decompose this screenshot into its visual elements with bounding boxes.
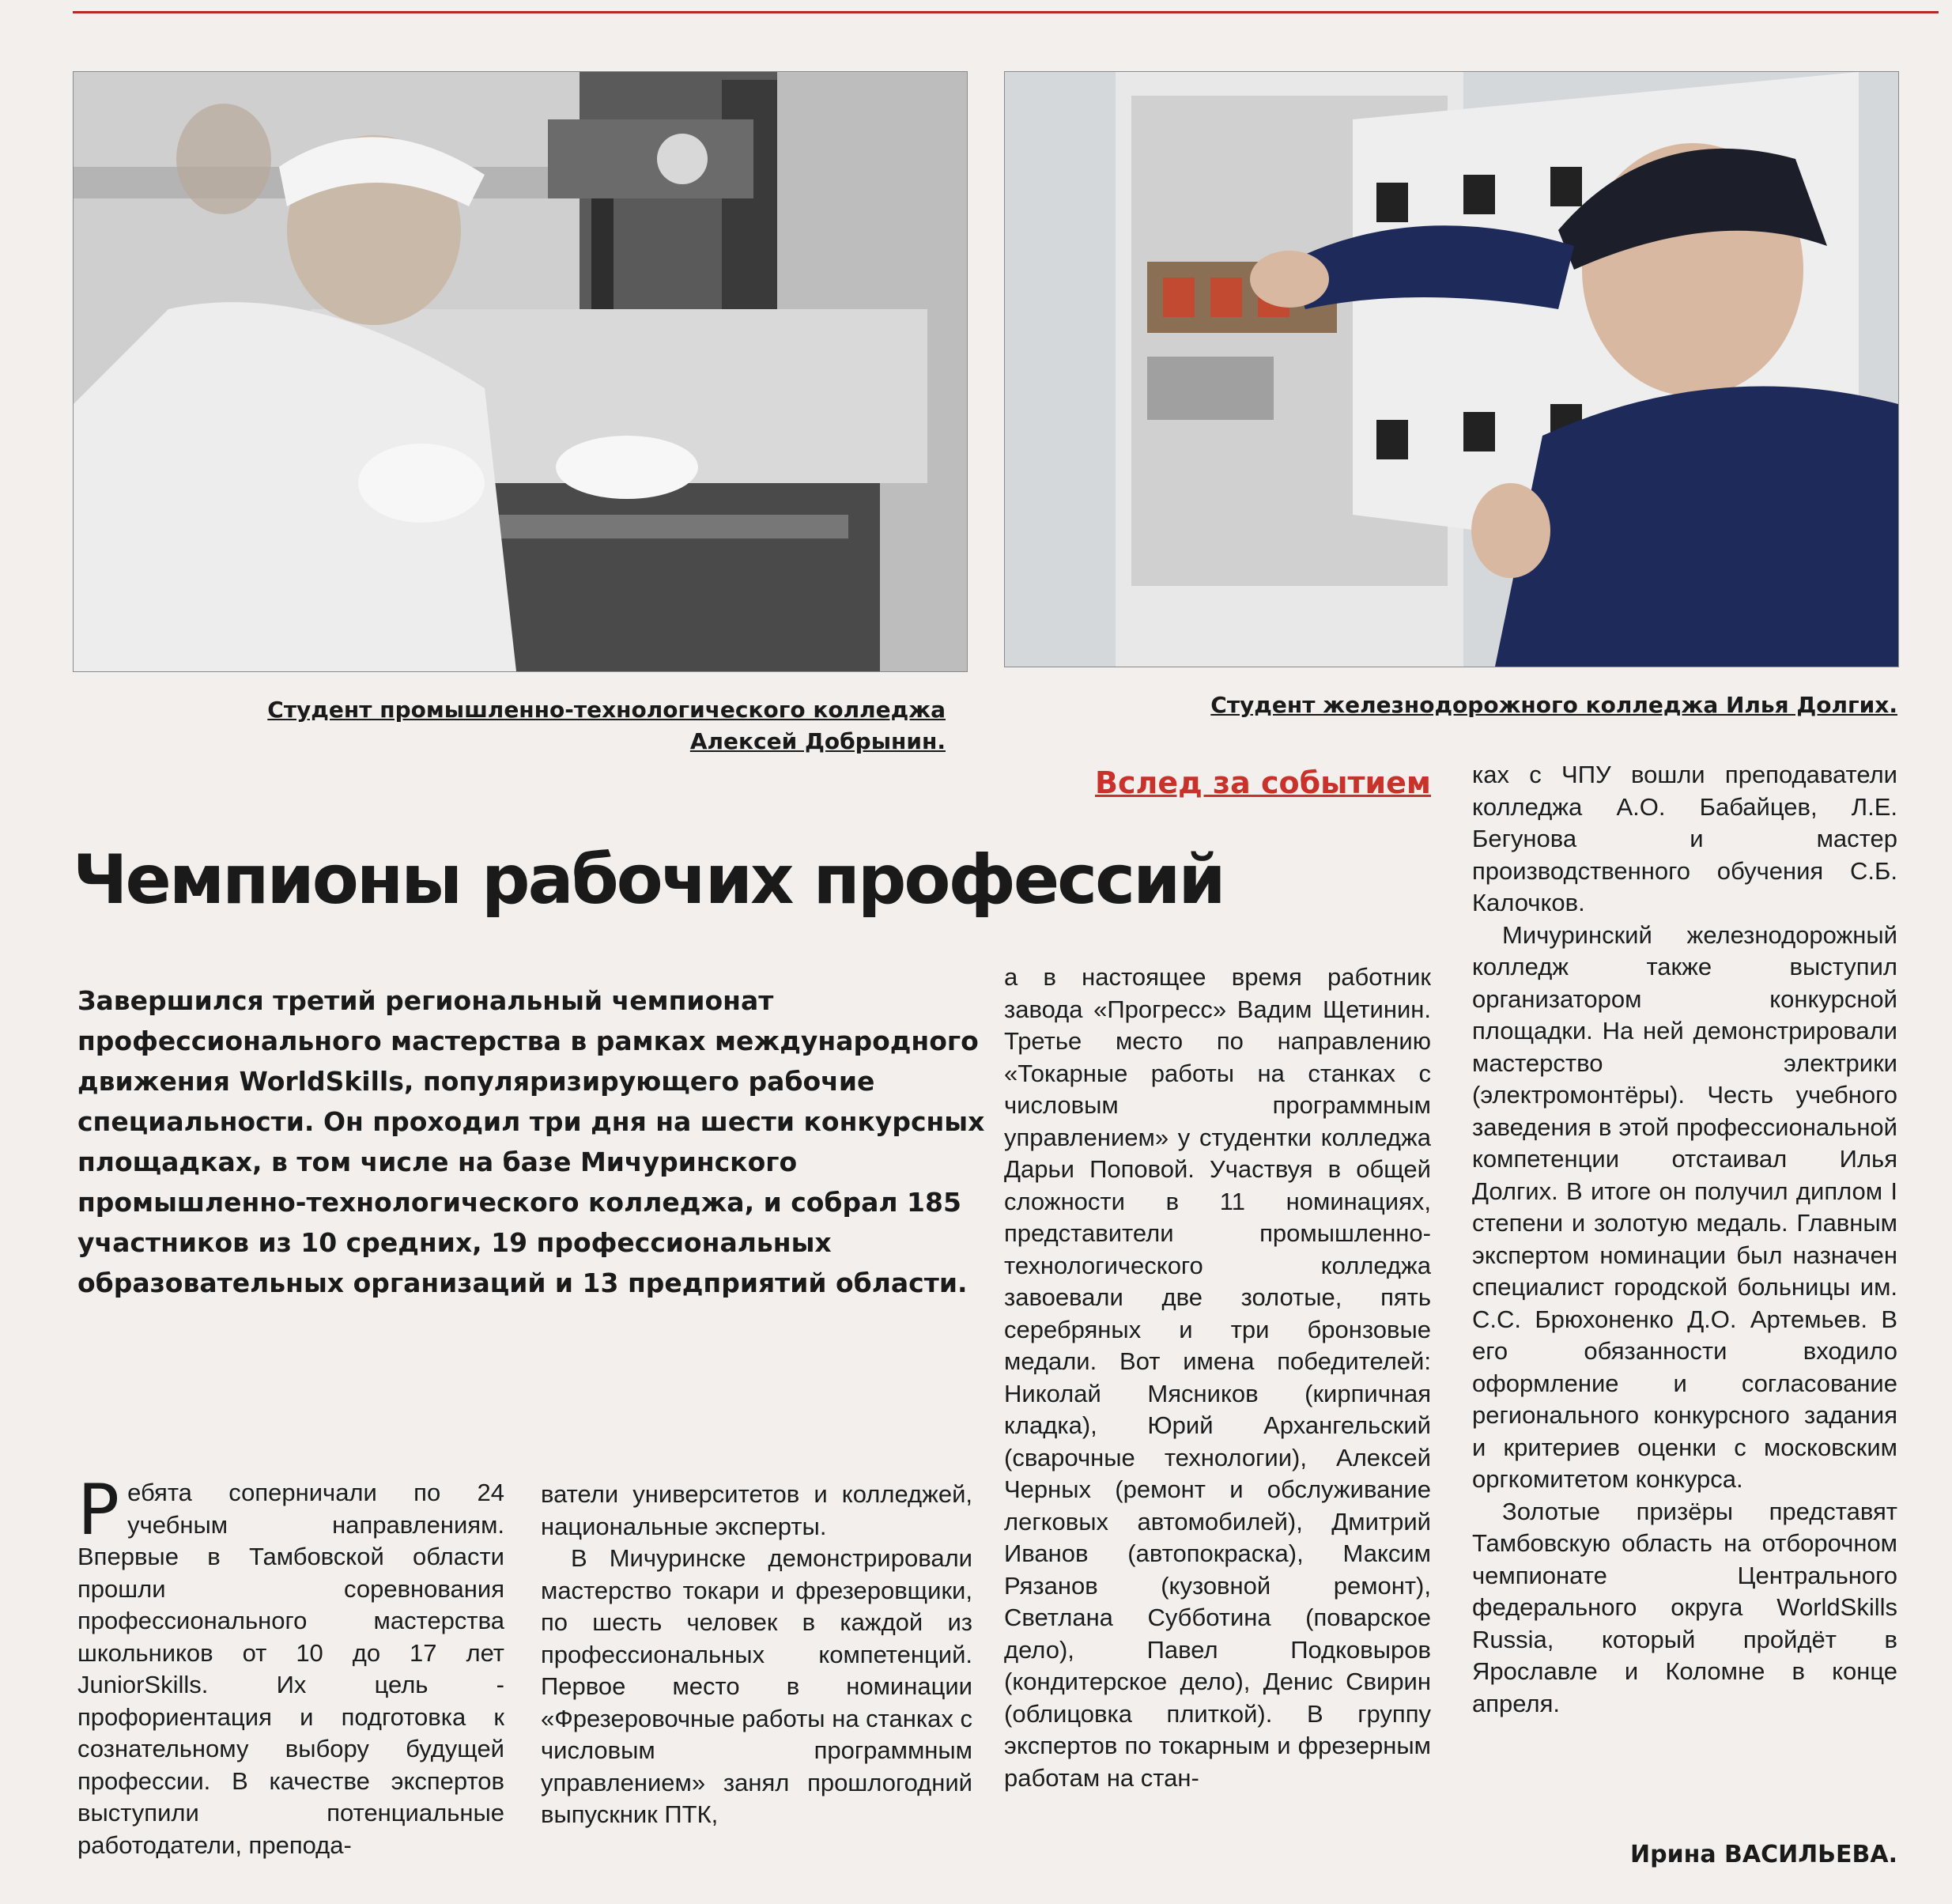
column-4-paragraph-2: Мичуринский железнодорожный колледж также выступил организатором конкурсной площадки. На ней демонстрировали мастерство электрики (электромонтёры). Честь учебного заведения в этой профессиональной компетенции отстаивал Илья Долгих. В итоге он получил диплом I степени и золотую медаль. Главным экспертом номинации был назначен специалист городской больницы им. С.С. Брюхоненко Д.О. Артемьев. В его обязанности входило оформление и согласование регионального конкурсного задания и критериев оценки с московским оргкомитетом конкурса. [1472,920,1897,1493]
column-4-paragraph-1: ках с ЧПУ вошли преподаватели колледжа А.О. Бабайцев, Л.Е. Бегунова и мастер производственного обучения С.Б. Калочков. [1472,761,1897,916]
column-1-paragraph-text: ебята соперничали по 24 учебным направлениям. Впервые в Тамбовской области прошли соревнования профессионального мастерства школьников от 10 до 17 лет JuniorSkills. Их цель - профориентация и подготовка к сознательному выбору будущей профессии. В качестве экспертов выступили потенциальные работодатели, препода- [77,1479,504,1859]
column-4-paragraph-3: Золотые призёры представят Тамбовскую область на отборочном чемпионате Центрального федерального округа WorldSkills Russia, который пройдёт в Ярославле и Коломне в конце апреля. [1472,1497,1897,1717]
column-3-paragraph-1: а в настоящее время работник завода «Прогресс» Вадим Щетинин. Третье место по направлению «Токарные работы на станках с числовым программным управлением» у студентки колледжа Дарьи Поповой. Участвуя в общей сложности в 11 номинациях, представители промышленно-технологического колледжа завоевали две золотые, пять серебряных и три бронзовые медали. Вот имена победителей: Николай Мясников (кирпичная кладка), Юрий Архангельский (сварочные технологии), Алексей Черных (ремонт и обслуживание легковых автомобилей), Дмитрий Иванов (автопокраска), Максим Рязанов (кузовной ремонт), Светлана Субботина (поварское дело), Павел Подковыров (кондитерское дело), Денис Свирин (облицовка плиткой). В группу экспертов по токарным и фрезерным работам на стан- [1004,963,1431,1792]
photo-left-illustration [74,72,967,671]
article-column-2 [541,1479,972,1831]
photo-caption-left-line2: Алексей Добрынин. [689,728,946,754]
column-2-paragraph-2: В Мичуринске демонстрировали мастерство токари и фрезеровщики, по шесть человек в каждой из профессиональных компетенций. Первое место в номинации «Фрезеровочные работы на станках с числовым программным управлением» занял прошлогодний выпускник ПТК, [541,1544,972,1828]
article-column-3 [1004,961,1431,1794]
photo-student-milling-machine [73,71,968,672]
column-1-paragraph [77,1469,504,1861]
photo-right-illustration [1005,72,1898,667]
article-column-1 [77,1469,504,1861]
photo-caption-left-line1: Студент промышленно-технологического колледжа [267,697,946,723]
photo-caption-right: Студент железнодорожного колледжа Илья Долгих. [1210,692,1897,718]
photo-student-electrical-cabinet [1004,71,1899,667]
drop-cap: Р [77,1469,120,1551]
author-byline: Ирина ВАСИЛЬЕВА. [1630,1841,1897,1868]
article-lead: Завершился третий региональный чемпионат профессионального мастерства в рамках международного движения WorldSkills, популяризирующего рабочие специальности. Он проходил три дня на шести конкурсных площадках, в том числе на базе Мичуринского промышленно-технологического колледжа, и собрал 185 участников из 10 средних, 19 профессиональных образовательных организаций и 13 предприятий области. [77,985,985,1298]
photo-caption-left [158,694,946,757]
article-headline: Чемпионы рабочих профессий [73,841,1224,920]
column-2-paragraph-1: ватели университетов и колледжей, национальные эксперты. [541,1480,972,1540]
section-rubric: Вслед за событием [1095,765,1431,800]
top-rule [73,11,1939,13]
article-column-4 [1472,759,1897,1720]
